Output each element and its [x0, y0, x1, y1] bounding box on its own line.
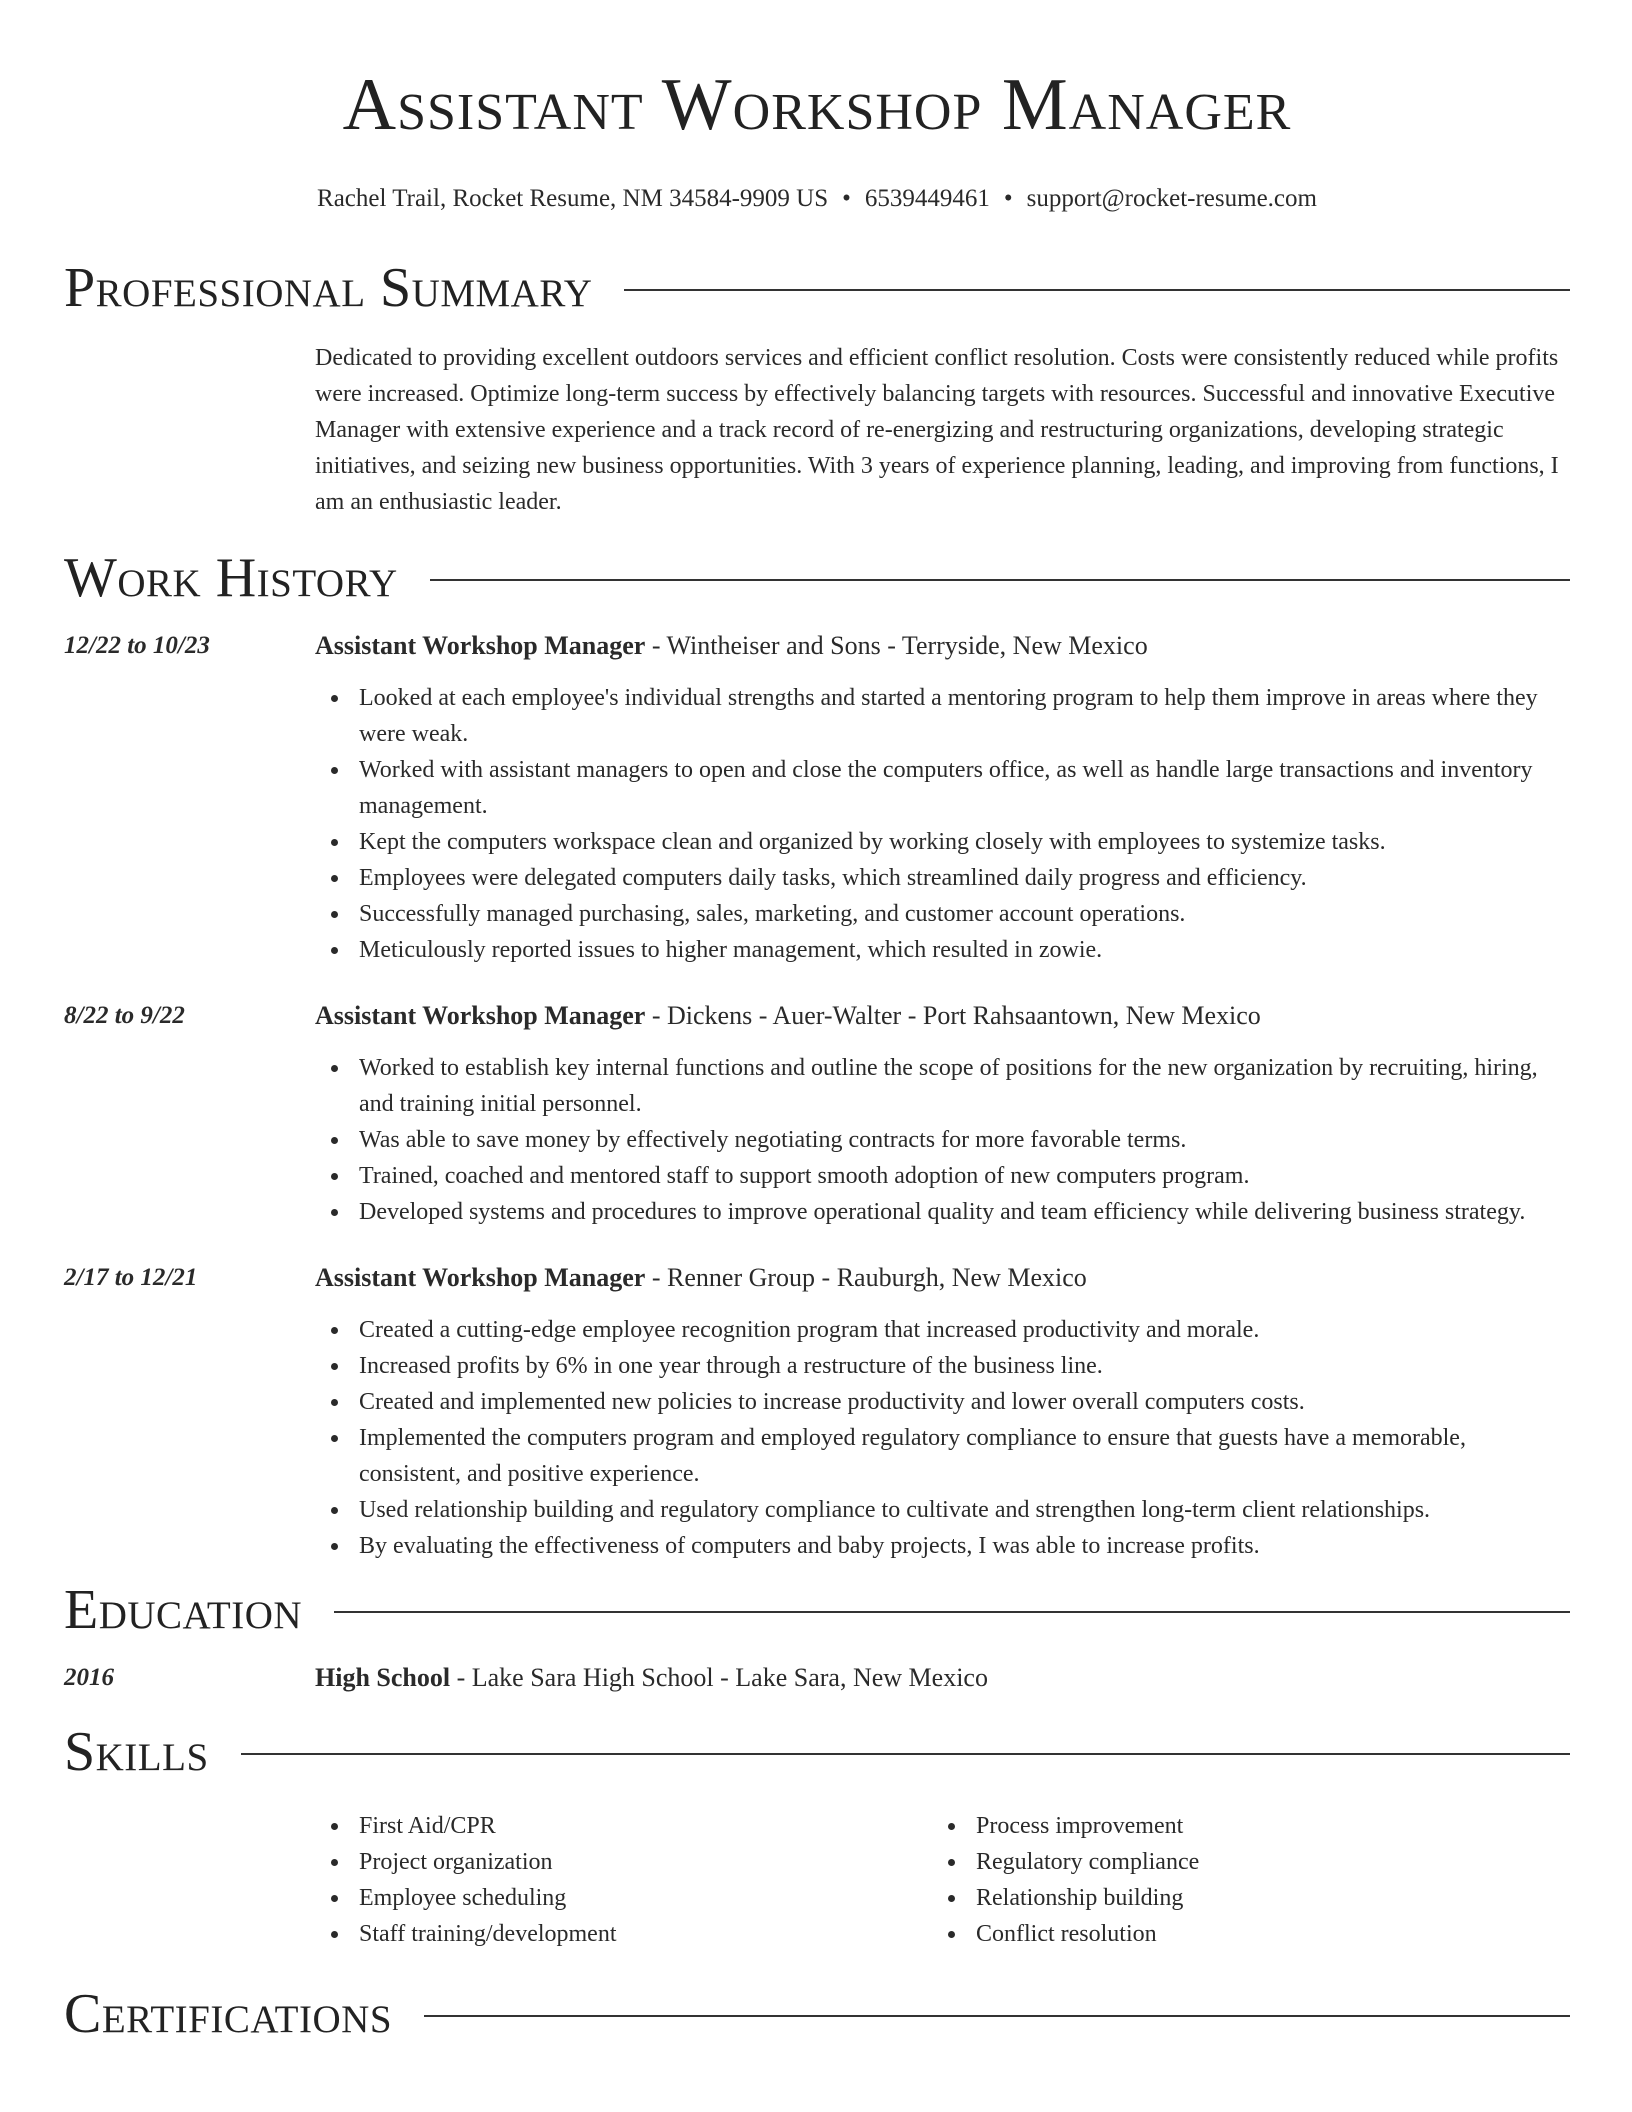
job-role: Assistant Workshop Manager	[315, 1001, 646, 1030]
job-details: - Dickens - Auer-Walter - Port Rahsaantown, New Mexico	[645, 1001, 1261, 1030]
contact-phone: 6539449461	[864, 185, 990, 212]
job-entry	[64, 628, 1570, 968]
education-entry	[64, 1660, 1570, 1696]
job-bullet: Successfully managed purchasing, sales, marketing, and customer account operations.	[315, 896, 1570, 932]
section-header-certifications	[64, 1982, 1570, 2046]
job-role: Assistant Workshop Manager	[315, 1263, 646, 1292]
section-divider	[424, 2015, 1570, 2017]
skill-item: Relationship building	[932, 1880, 1549, 1916]
skill-item: First Aid/CPR	[315, 1808, 932, 1844]
job-headline	[315, 628, 1570, 664]
job-bullet: Worked to establish key internal functions and outline the scope of positions for the new organization by recruiting, hiring, and training initial personnel.	[315, 1050, 1570, 1122]
job-bullet: Kept the computers workspace clean and organized by working closely with employees to systemize tasks.	[315, 824, 1570, 860]
job-date: 8/22 to 9/22	[64, 1002, 185, 1029]
job-role: Assistant Workshop Manager	[315, 631, 646, 660]
contact-address: Rachel Trail, Rocket Resume, NM 34584-9909 US	[317, 185, 829, 212]
section-title-summary: Professional Summary	[64, 257, 593, 319]
job-body	[315, 998, 1570, 1230]
skills-list	[315, 1808, 1570, 1952]
education-details: - Lake Sara High School - Lake Sara, New Mexico	[450, 1663, 988, 1692]
job-body	[315, 628, 1570, 968]
job-bullet: Developed systems and procedures to improve operational quality and team efficiency while delivering business strategy.	[315, 1194, 1570, 1230]
skill-item: Staff training/development	[315, 1916, 932, 1952]
section-header-skills	[64, 1720, 1570, 1784]
education-headline	[315, 1660, 1570, 1696]
job-bullet: Looked at each employee's individual strengths and started a mentoring program to help them improve in areas where they were weak.	[315, 680, 1570, 752]
job-entry	[64, 1260, 1570, 1564]
job-bullets	[315, 1050, 1570, 1230]
section-header-work-history	[64, 546, 1570, 610]
job-bullet: Used relationship building and regulatory compliance to cultivate and strengthen long-term client relationships.	[315, 1492, 1570, 1528]
job-headline	[315, 1260, 1570, 1296]
job-entry	[64, 998, 1570, 1230]
section-divider	[334, 1611, 1570, 1613]
contact-separator: •	[1003, 185, 1013, 212]
job-date: 2/17 to 12/21	[64, 1264, 198, 1291]
job-bullets	[315, 680, 1570, 968]
job-details: - Wintheiser and Sons - Terryside, New Mexico	[645, 631, 1148, 660]
contact-email: support@rocket-resume.com	[1026, 185, 1317, 212]
education-date: 2016	[64, 1664, 114, 1691]
section-divider	[430, 579, 1570, 581]
job-bullet: Created a cutting-edge employee recognition program that increased productivity and morale.	[315, 1312, 1570, 1348]
job-bullet: Worked with assistant managers to open and close the computers office, as well as handle large transactions and inventory management.	[315, 752, 1570, 824]
job-headline	[315, 998, 1570, 1034]
section-title-education: Education	[64, 1579, 303, 1641]
page-title: Assistant Workshop Manager	[342, 64, 1292, 146]
job-bullet: Increased profits by 6% in one year through a restructure of the business line.	[315, 1348, 1570, 1384]
job-date: 12/22 to 10/23	[64, 632, 210, 659]
resume-page	[64, 0, 1570, 2046]
job-bullet: Was able to save money by effectively negotiating contracts for more favorable terms.	[315, 1122, 1570, 1158]
skill-item: Project organization	[315, 1844, 932, 1880]
job-bullet: Trained, coached and mentored staff to support smooth adoption of new computers program.	[315, 1158, 1570, 1194]
job-bullet: Meticulously reported issues to higher management, which resulted in zowie.	[315, 932, 1570, 968]
skill-item: Regulatory compliance	[932, 1844, 1549, 1880]
job-bullet: By evaluating the effectiveness of computers and baby projects, I was able to increase profits.	[315, 1528, 1570, 1564]
job-details: - Renner Group - Rauburgh, New Mexico	[645, 1263, 1087, 1292]
summary-text: Dedicated to providing excellent outdoors services and efficient conflict resolution. Costs were consistently reduced while profits were increased. Optimize long-term success by effectively balancing targets with resources. Successful and innovative Executive Manager with extensive experience and a track record of re-energizing and restructuring organizations, developing strategic initiatives, and seizing new business opportunities. With 3 years of experience planning, leading, and improving from functions, I am an enthusiastic leader.	[315, 345, 1559, 515]
education-body	[315, 1660, 1570, 1696]
contact-separator: •	[842, 185, 851, 212]
section-title-certifications: Certifications	[64, 1983, 393, 2045]
skill-item: Conflict resolution	[932, 1916, 1549, 1952]
contact-line	[64, 182, 1570, 216]
skills-column-right	[932, 1808, 1549, 1952]
job-bullets	[315, 1312, 1570, 1564]
skill-item: Employee scheduling	[315, 1880, 932, 1916]
section-title-work-history: Work History	[64, 547, 398, 609]
section-header-education	[64, 1578, 1570, 1642]
section-divider	[624, 289, 1570, 291]
skills-column-left	[315, 1808, 932, 1952]
skill-item: Process improvement	[932, 1808, 1549, 1844]
job-body	[315, 1260, 1570, 1564]
education-degree: High School	[315, 1663, 451, 1692]
section-header-summary	[64, 256, 1570, 320]
job-bullet: Created and implemented new policies to increase productivity and lower overall computers costs.	[315, 1384, 1570, 1420]
job-bullet: Implemented the computers program and employed regulatory compliance to ensure that guests have a memorable, consistent, and positive experience.	[315, 1420, 1570, 1492]
section-title-skills: Skills	[64, 1721, 209, 1783]
section-divider	[241, 1753, 1570, 1755]
job-bullet: Employees were delegated computers daily tasks, which streamlined daily progress and efficiency.	[315, 860, 1570, 896]
